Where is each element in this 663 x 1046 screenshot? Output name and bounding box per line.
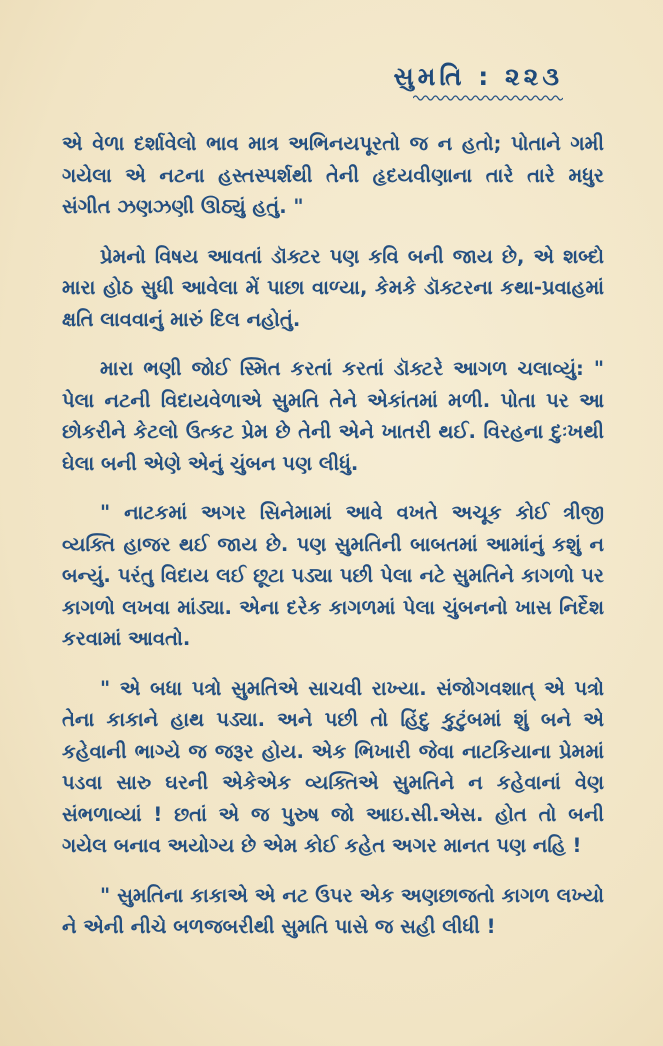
- paragraph: મારા ભણી જોઈ સ્મિત કરતાં કરતાં ડૉક્ટરે આગળ ચલાવ્યું: " પેલા નટની વિદાયવેળાએ સુમતિ તેને એકાંતમાં મળી. પોતા પર આ છોકરીને કેટલો ઉત્કટ પ્રેમ છે તેની એને ખાતરી થઈ. વિરહના દુઃખથી ઘેલા બની એણે એનું ચુંબન પણ લીધું.: [62, 357, 604, 475]
- paragraph: " નાટકમાં અગર સિનેમામાં આવે વખતે અચૂક કોઈ ત્રીજી વ્યક્તિ હાજર થઈ જાય છે. પણ સુમતિની બાબતમાં આમાંનું કશું ન બન્યું. પરંતુ વિદાય લઈ છૂટા પડ્યા પછી પેલા નટે સુમતિને કાગળો પર કાગળો લખવા માંડ્યા. એના દરેક કાગળમાં પેલા ચુંબનનો ખાસ નિર્દેશ કરવામાં આવતો.: [62, 501, 604, 650]
- paragraph: પ્રેમનો વિષય આવતાં ડૉક્ટર પણ કવિ બની જાય છે, એ શબ્દો મારા હોઠ સુધી આવેલા મેં પાછા વાળ્યા, કેમકે ડૉક્ટરના કથા-પ્રવાહમાં ક્ષતિ લાવવાનું મારું દિલ નહોતું.: [62, 244, 604, 331]
- paragraph: " સુમતિના કાકાએ એ નટ ઉપર એક અણછાજતો કાગળ લખ્યો ને એની નીચે બળજબરીથી સુમતિ પાસે જ સહી લીધી !: [62, 883, 604, 938]
- page-header: [393, 62, 563, 102]
- body-text: [62, 128, 604, 961]
- paragraph: " એ બધા પત્રો સુમતિએ સાચવી રાખ્યા. સંજોગવશાત્ એ પત્રો તેના કાકાને હાથ પડ્યા. અને પછી તો હિંદુ કુટુંબમાં શું બને એ કહેવાની ભાગ્યે જ જરૂર હોય. એક ભિખારી જેવા નાટકિયાના પ્રેમમાં પડવા સારુ ઘરની એકેએક વ્યક્તિએ સુમતિને ન કહેવાનાં વેણ સંભળાવ્યાં ! છતાં એ જ પુરુષ જો આઇ.સી.એસ. હોત તો બની ગયેલ બનાવ અયોગ્ય છે એમ કોઈ કહેત અગર માનત પણ નહિ !: [62, 676, 604, 857]
- wavy-underline: [413, 94, 563, 102]
- paragraph: એ વેળા દર્શાવેલો ભાવ માત્ર અભિનયપૂરતો જ ન હતો; પોતાને ગમી ગયેલા એ નટના હસ્તસ્પર્શથી તેની હૃદયવીણાના તારે તારે મધુર સંગીત ઝણઝણી ઊઠ્યું હતું. ": [62, 132, 604, 218]
- running-head: સુમતિ : ૨૨૩: [393, 62, 563, 91]
